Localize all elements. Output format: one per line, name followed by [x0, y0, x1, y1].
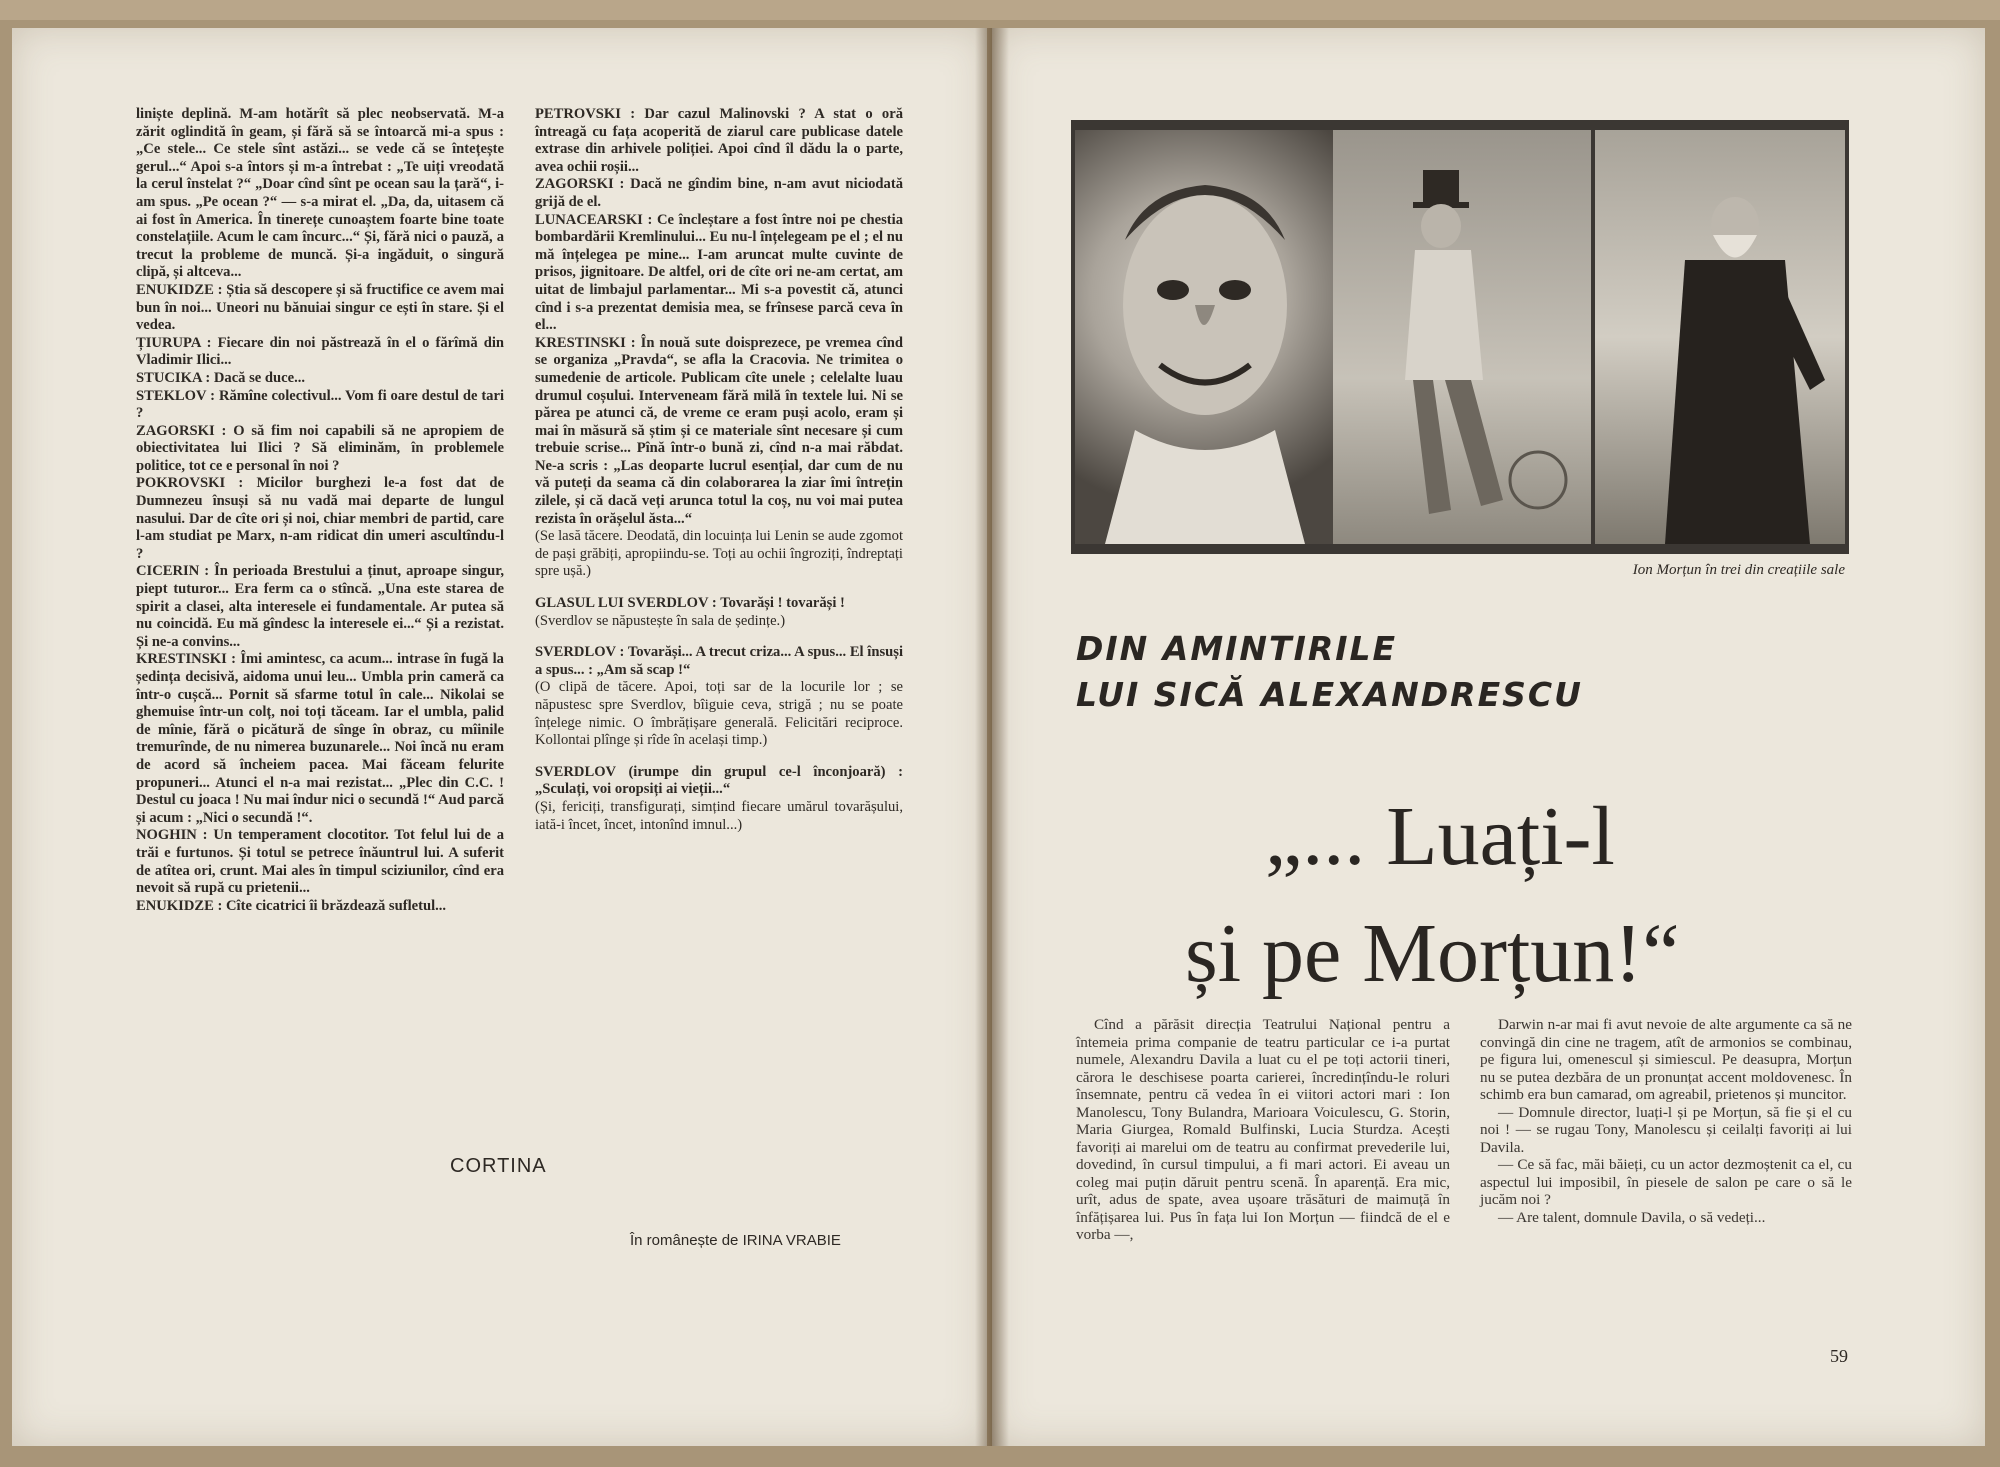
speaker-name: POKROVSKI :	[136, 475, 244, 492]
speaker-name: SVERDLOV :	[535, 644, 625, 661]
line-text: În perioada Brestului a ținut, aproape singur, piept tuturor... Era ferm ca o stîncă. „Una este starea de spirit a clasei, alta interesele ei fundamentale. Ar putea să nu coincidă. Eu mă gîndesc la interesele ei...“ Și a rezistat. Și ne-a convins...	[136, 563, 504, 650]
headline-line-2: și pe Morțun!“	[1185, 907, 1680, 1000]
kicker-line-2: LUI SICĂ ALEXANDRESCU	[1076, 675, 1583, 714]
article-paragraph: — Ce să fac, măi băieți, cu un actor dezmoștenit ca el, cu aspectul lui imposibil, în piesele de salon pe care o să le jucăm noi ?	[1480, 1156, 1852, 1208]
standing-figure-icon	[1333, 130, 1591, 544]
photo-full-figure-hat	[1333, 130, 1591, 544]
line-text: O să fim noi capabili să ne apropiem de obiectivitatea lui Ilici ? Să eliminăm, în problemele politice, tot ce e personal în noi ?	[136, 422, 505, 474]
dialogue-line	[136, 335, 504, 370]
photo-portrait-close-up	[1075, 130, 1333, 544]
stage-direction	[535, 528, 903, 581]
dialogue-line	[136, 475, 504, 563]
article-paragraph: Darwin n-ar mai fi avut nevoie de alte argumente ca să ne convingă din cine ne tragem, atît de armonios se combinau, pe figura lui, omenescul și simiescul. Pe deasupra, Morțun nu se putea dezbăra de un pronunțat accent moldovenesc. În schimb era bun camarad, om agreabil, prietenos și muncitor.	[1480, 1016, 1852, 1103]
speaker-name: SVERDLOV	[535, 763, 616, 780]
line-text: Tovarăși... A trecut criza... A spus... El însuși a spus... : „Am să scap !“	[535, 644, 903, 678]
article-kicker	[1076, 626, 1596, 718]
line-text: Dacă ne gîndim bine, n-am avut niciodată grijă de el.	[535, 176, 904, 210]
speaker-name: STEKLOV :	[136, 387, 216, 404]
dialogue-line	[136, 106, 504, 282]
article-column-1	[1076, 1016, 1450, 1244]
translator-credit: În românește de IRINA VRABIE	[630, 1232, 841, 1249]
stage-direction	[535, 799, 903, 834]
speaker-name: ZAGORSKI :	[535, 176, 625, 193]
dialogue-line	[136, 388, 504, 423]
speaker-name: NOGHIN :	[136, 827, 208, 844]
article-paragraph: Cînd a părăsit direcția Teatrului Național pentru a întemeia prima companie de teatru particular ce i-a purtat numele, Alexandru Davila a luat cu el pe toți actorii tineri, cărora le deschisese poarta carierei, încredințîndu-le roluri însemnate, pentru că vedea în ei viitori actori mari : Ion Manolescu, Tony Bulandra, Marioara Voiculescu, G. Storin, Maria Giurgea, Romald Bulfinski, Lucia Sturdza. Acești favoriți ai marelui om de teatru au confirmat prevederile lui, dovedind, în cursul timpului, a fi mari actori. Ei aveau un coleg mai puțin dăruit pentru scenă. În aparență. Era mic, urît, adus de spate, avea ușoare trăsături de maimuță în înfățișarea lui. Pus în fața lui Ion Morțun — fiindcă de el e vorba —,	[1076, 1016, 1450, 1243]
dialogue-line	[136, 423, 504, 476]
photo-figure-dark-coat	[1595, 130, 1845, 544]
speaker-name: CICERIN :	[136, 563, 210, 580]
speaker-name: PETROVSKI :	[535, 106, 636, 122]
kicker-line-1: DIN AMINTIRILE	[1076, 629, 1398, 668]
speaker-name: STUCIKA :	[136, 369, 211, 386]
speaker-name: KRESTINSKI :	[535, 334, 636, 351]
line-text: Micilor burghezi le-a fost dat de Dumnezeu însuși să nu vadă mai departe de lungul nasului. Dar de cîte ori și noi, chiar membri de partid, care l-am studiat pe Marx, n-am ridicat din umeri ascultîndu-l ?	[136, 475, 504, 562]
left-column-1	[136, 106, 504, 915]
line-text: Îmi amintesc, ca acum... intrase în fugă la ședința decisivă, aidoma unui leu... Umbla prin cameră ca într-o cușcă... Pornit să sfarme totul în cale... Nikolai se ghemuise într-un colț, noi toți tăceam. Iar el umbla, palid de mînie, fără o picătură de sînge în obraz, cu mîinile tremurînde, de nu nimerea buzunarele... Noi încă nu eram de acord să încheiem pacea. Mai făceam felurite propuneri... Atunci el n-a mai rezistat... „Plec din C.C. ! Destul cu joaca ! Nu mai îndur nici o secundă !“ Aud parcă și acum : „Nici o secundă !“.	[136, 651, 504, 826]
line-text: Dar cazul Malinovski ? A stat o oră întreagă cu fața acoperită de ziarul care publicase datele extrase din arhivele poliției. Apoi cînd îl dădu la o parte, avea ochii roșii...	[535, 106, 903, 175]
line-text: (irumpe din grupul ce-l înconjoară) : „Sculați, voi oropsiți ai vieții...“	[535, 763, 903, 798]
dialogue-line	[535, 644, 903, 679]
speaker-name: GLASUL LUI SVERDLOV :	[535, 595, 717, 612]
stage-direction	[535, 613, 903, 631]
bearded-figure-icon	[1595, 130, 1845, 544]
photo-caption: Ion Morțun în trei din creațiile sale	[1632, 562, 1845, 578]
dialogue-line	[535, 595, 903, 613]
dialogue-line	[136, 827, 504, 897]
speaker-name: KRESTINSKI :	[136, 651, 237, 668]
speaker-name: LUNACEARSKI :	[535, 211, 653, 228]
speaker-name: ȚIURUPA :	[136, 334, 212, 351]
dialogue-line	[136, 651, 504, 827]
line-text: Ce încleștare a fost între noi pe chestia bombardării Kremlinului... Eu nu-l înțelegeam pe el ; el nu mă înțelegea pe mine... I-am aruncat multe cuvinte de prisos, jignitoare. De altfel, ori de cîte ori ne-am certat, am uitat de limbajul parlamentar... Mi s-a povestit că, atunci cînd i s-a prezentat demisia mea, se frînsese parcă ceva în el...	[535, 211, 903, 334]
dialogue-line	[136, 370, 504, 388]
speaker-name: ENUKIDZE :	[136, 897, 223, 914]
dialogue-line	[136, 563, 504, 651]
dialogue-line	[535, 176, 903, 211]
line-text: (Și, fericiți, transfigurați, simțind fiecare umărul tovarășului, iată-i încet, încet, intonînd imnul...)	[535, 798, 903, 833]
line-text: Un temperament clocotitor. Tot felul lui de a trăi e furtunos. Și totul se petrece înăuntrul lui. A suferit de atîtea ori, crunt. Mai ales în timpul sciziunilor, cînd era nevoit să rupă cu prietenii...	[136, 827, 505, 897]
dialogue-line	[535, 212, 903, 335]
portrait-face-icon	[1075, 130, 1333, 544]
line-text: (Sverdlov se năpustește în sala de ședințe.)	[535, 612, 786, 629]
line-text: Știa să descopere și să fructifice ce avem mai bun în noi... Uneori nu bănuiai singur ce ești în stare. Și el vedea.	[136, 281, 504, 334]
dialogue-line	[136, 282, 504, 335]
line-text: Rămîne colectivul... Vom fi oare destul de tari ?	[136, 387, 505, 422]
dialogue-line	[535, 335, 903, 529]
page-number: 59	[1830, 1346, 1848, 1366]
book-gutter	[975, 28, 1009, 1446]
line-text: Fiecare din noi păstrează în el o fărîmă din Vladimir Ilici...	[136, 334, 504, 369]
article-paragraph: — Are talent, domnule Davila, o să vedeți...	[1498, 1208, 1766, 1226]
dialogue-line	[535, 106, 903, 176]
dialogue-line	[535, 764, 903, 799]
line-text: (Se lasă tăcere. Deodată, din locuința lui Lenin se aude zgomot de pași grăbiți, apropiindu-se. Toți au ochii îngroziți, îndreptați spre ușă.)	[535, 528, 903, 580]
line-text: Tovarăși ! tovarăși !	[720, 595, 845, 612]
line-text: Cîte cicatrici îi brăzdează sufletul...	[226, 897, 447, 914]
line-text: (O clipă de tăcere. Apoi, toți sar de la locurile lor ; se năpustesc spre Sverdlov, bîiguie ceva, strigă ; nu se poate înțelege nimic. O îmbrățișare generală. Felicitări reciproce. Kollontai plînge și rîde în același timp.)	[535, 679, 903, 749]
line-text: liniște deplină. M-am hotărît să plec neobservată. M-a zărit oglindită în geam, și fără să se întoarcă mi-a spus : „Ce stele... Ce stele sînt astăzi... se vede că se întețește gerul...“ Apoi s-a întors și m-a întrebat : „Te uiți vreodată la cerul înstelat ?“ „Doar cînd sînt pe ocean sau la țară“, i-am spus. „Pe ocean ?“ — s-a mirat el. „Da, da, uitasem că ai fost în America. În tinerețe cunoaștem foarte bine toate constelațiile. Acum le cam încurc...“ Și, fără nici o pauză, a trecut la probleme de muncă. Și-a ingăduit, o singură clipă, și altceva...	[136, 106, 504, 281]
line-text: În nouă sute doisprezece, pe vremea cînd se organiza „Pravda“, se afla la Cracovia. Ne trimitea o sumedenie de articole. Publicam cîte unele ; celelalte luau drumul coșului. Interveneam fără milă în textele lui. Ni se părea pe atunci că, de vreme ce eram puși acolo, eram și mai în măsură să știm și ce materiale sînt necesare și cum trebuie scrise... Pînă într-o bună zi, cînd n-a mai răbdat. Ne-a scris : „Las deoparte lucrul esențial, dar cum de nu vă puteți da seama că din colaborarea la ziar îmi întrețin zilele, și că dacă veți arunca totul la coș, nu voi mai putea rezista în orășelul ăsta...“	[535, 334, 903, 527]
cortina-label: CORTINA	[450, 1155, 547, 1177]
photo-strip	[1071, 120, 1849, 554]
article-paragraph: — Domnule director, luați-l și pe Morțun, să fie și el cu noi ! — se rugau Tony, Manolescu și ceilalți favoriți ai lui Davila.	[1480, 1103, 1852, 1156]
headline-line-1: „... Luați-l	[1265, 790, 1615, 883]
dialogue-line	[136, 898, 504, 916]
speaker-name: ENUKIDZE :	[136, 281, 223, 298]
left-column-2	[535, 106, 903, 834]
article-column-2	[1480, 1016, 1852, 1226]
stage-direction	[535, 679, 903, 749]
line-text: Dacă se duce...	[213, 369, 306, 386]
speaker-name: ZAGORSKI :	[136, 422, 227, 439]
